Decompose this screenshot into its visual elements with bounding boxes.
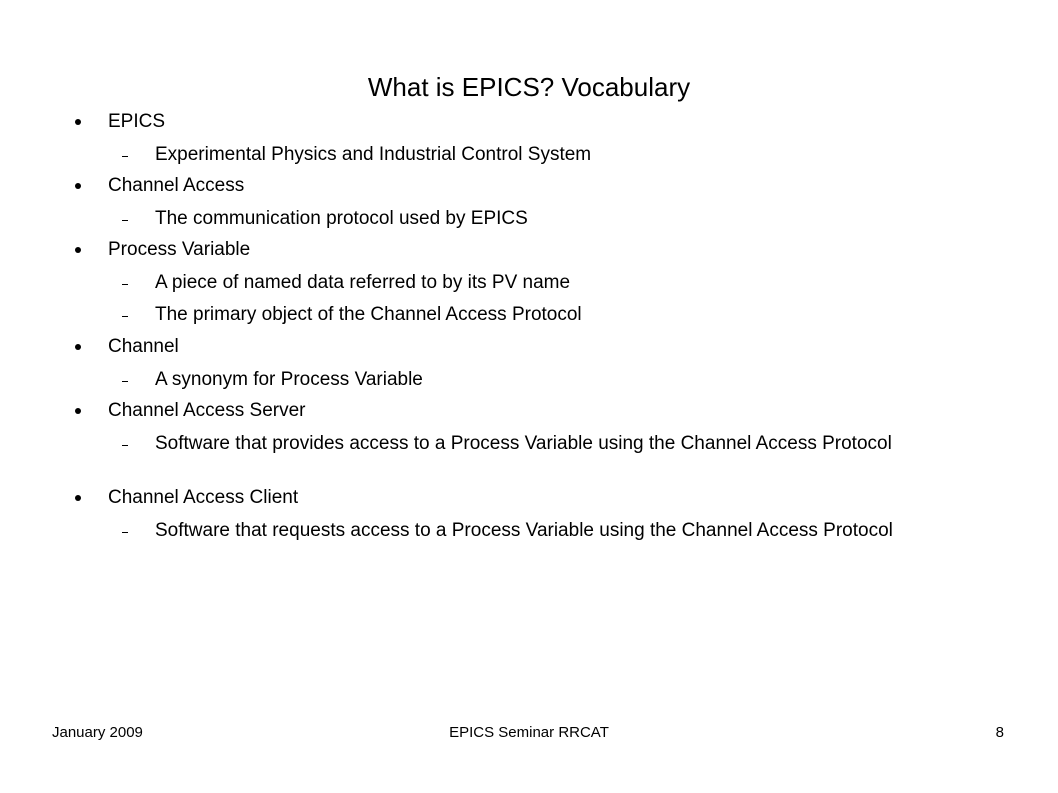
sub-item-text: The primary object of the Channel Access Protocol [155,304,582,325]
dash-bullet-icon [122,381,128,382]
list-item [108,335,179,359]
sub-list-item [155,272,1005,294]
sub-list-item [155,208,1005,230]
bullet-dot-icon [75,183,81,189]
bullet-dot-icon [75,119,81,125]
item-label: Channel Access [108,175,245,196]
footer-date: January 2009 [52,724,143,741]
dash-bullet-icon [122,284,128,285]
page-number: 8 [995,724,1004,741]
footer-event: EPICS Seminar RRCAT [449,724,609,741]
item-label: EPICS [108,111,166,132]
list-item [108,174,244,198]
item-label: Channel Access Server [108,400,306,421]
sub-item-text: Software that requests access to a Process Variable using the Channel Access Protocol [155,520,893,541]
dash-bullet-icon [122,445,128,446]
sub-list-item [155,433,1005,455]
list-item [108,110,165,134]
dash-bullet-icon [122,532,128,533]
bullet-dot-icon [75,344,81,350]
sub-item-text: A piece of named data referred to by its PV name [155,272,571,293]
sub-list-item [155,520,1005,542]
sub-item-text: A synonym for Process Variable [155,369,423,390]
list-item [108,486,298,510]
list-item [108,399,306,423]
slide-title: What is EPICS? Vocabulary [367,72,691,102]
sub-list-item [155,369,1005,391]
bullet-dot-icon [75,408,81,414]
sub-item-text: Experimental Physics and Industrial Control System [155,144,592,165]
dash-bullet-icon [122,316,128,317]
bullet-dot-icon [75,495,81,501]
sub-list-item [155,304,1005,326]
dash-bullet-icon [122,156,128,157]
sub-item-text: The communication protocol used by EPICS [155,208,528,229]
dash-bullet-icon [122,220,128,221]
sub-item-text: Software that provides access to a Process Variable using the Channel Access Protocol [155,433,892,454]
item-label: Channel Access Client [108,487,299,508]
item-label: Process Variable [108,239,251,260]
list-item [108,238,250,262]
item-label: Channel [108,336,179,357]
sub-list-item [155,144,1005,166]
bullet-dot-icon [75,247,81,253]
